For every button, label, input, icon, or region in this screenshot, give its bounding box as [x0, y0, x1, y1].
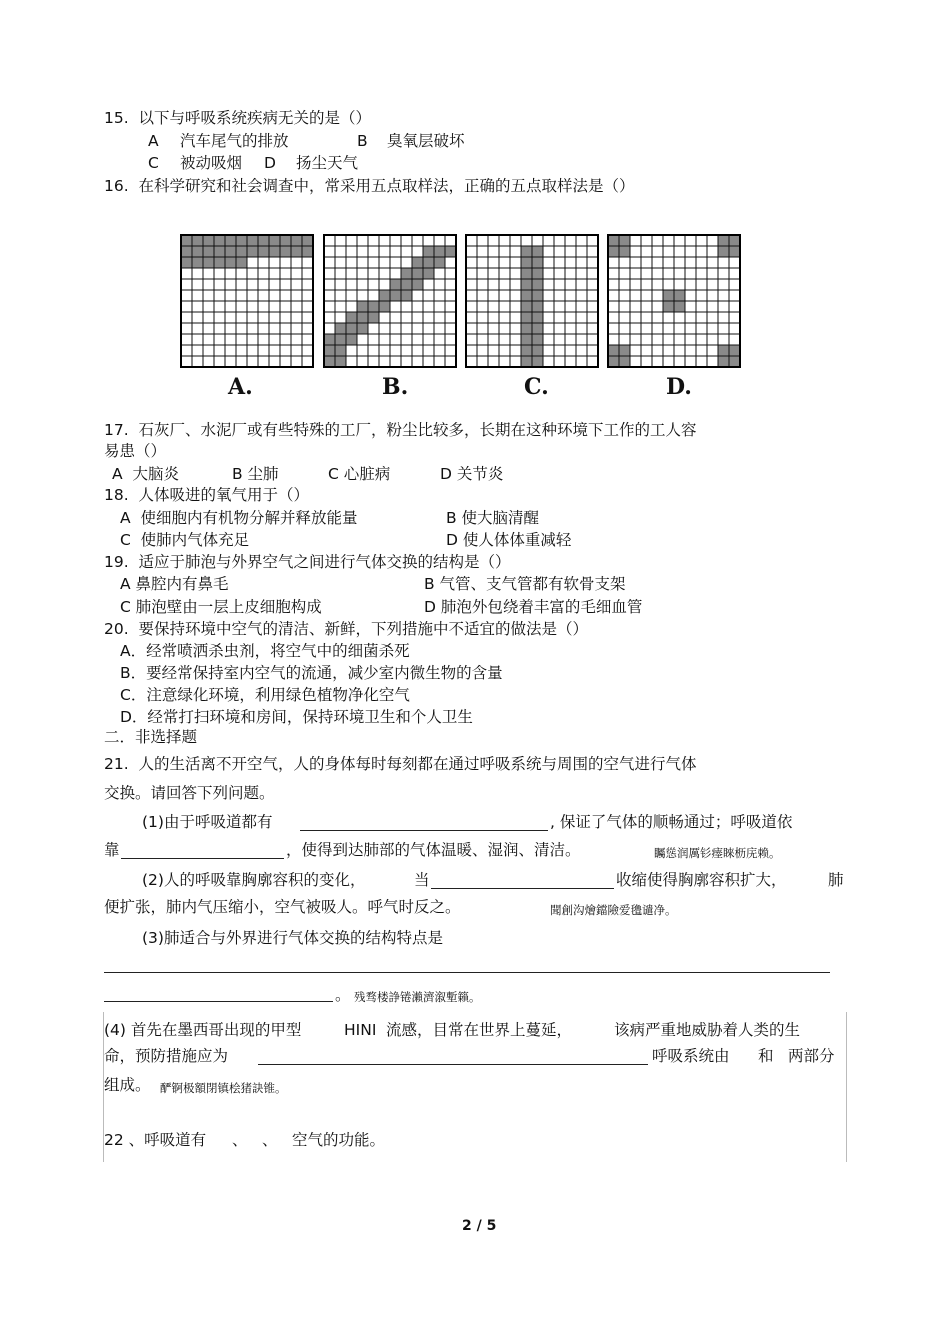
q21-part4-and: 和 [758, 1047, 774, 1065]
sampling-grid-figure [176, 232, 750, 404]
q21-part3-garble: 残骛楼諍锩瀨濟溆塹籟。 [354, 990, 481, 1004]
q21-part1-blank1[interactable] [300, 830, 548, 831]
q21-part4-text1: (4) 首先在墨西哥出现的甲型 [104, 1021, 302, 1039]
q16-stem: 16. 在科学研究和社会调查中，常采用五点取样法，正确的五点取样法是（） [104, 177, 635, 195]
q20-option-a: A．经常喷洒杀虫剂，将空气中的细菌杀死 [120, 642, 410, 660]
q17-option-a: A 大脑炎 [112, 465, 179, 483]
q21-part4-text2: 流感，目常在世界上蔓延， [386, 1021, 573, 1039]
grid-label-a: A. [228, 374, 253, 400]
q21-part1-text: (1)由于呼吸道都有 [142, 813, 273, 831]
q18-option-a: A 使细胞内有机物分解并释放能量 [120, 509, 358, 527]
q15-option-a-text: 汽车尾气的排放 [180, 132, 289, 150]
q19-option-d: D 肺泡外包绕着丰富的毛细血管 [424, 598, 643, 616]
q17-stem-line2: 易患（） [104, 442, 167, 460]
q15-option-b-letter: B [357, 132, 368, 150]
q21-part2-text: (2)人的呼吸靠胸廓容积的变化， [142, 871, 366, 889]
q18-option-b: B 使大脑清醒 [446, 509, 540, 527]
q19-stem: 19. 适应于肺泡与外界空气之间进行气体交换的结构是（） [104, 553, 511, 571]
q18-option-c: C 使肺内气体充足 [120, 531, 250, 549]
sampling-grid-a [181, 235, 313, 367]
q21-part3-blank-line2[interactable] [104, 1001, 333, 1002]
q21-part1-blank2[interactable] [121, 858, 284, 859]
q21-part4-text7: 组成。 [104, 1076, 151, 1094]
q21-part3-period: 。 [335, 986, 351, 1004]
q21-part4-virus: HINI [344, 1021, 377, 1039]
q20-option-b: B．要经常保持室内空气的流通，减少室内微生物的含量 [120, 664, 503, 682]
q19-option-a: A 鼻腔内有鼻毛 [120, 575, 229, 593]
q22-text2: 空气的功能。 [292, 1131, 386, 1149]
q21-part4-text6: 两部分 [788, 1047, 835, 1065]
q15-option-c-text: 被动吸烟 [180, 154, 243, 172]
q21-stem-line1: 21. 人的生活离不开空气，人的身体每时每刻都在通过呼吸系统与周围的空气进行气体 [104, 755, 697, 773]
q17-option-d: D 关节炎 [440, 465, 504, 483]
q19-option-c: C 肺泡壁由一层上皮细胞构成 [120, 598, 322, 616]
q22-sep1: 、 [232, 1131, 248, 1149]
q21-part1-text2: , 保证了气体的顺畅通过；呼吸道依 [550, 813, 793, 831]
q20-option-c: C．注意绿化环境，利用绿色植物净化空气 [120, 686, 410, 704]
sampling-grid-b [324, 235, 456, 367]
q21-part4-text4: 命，预防措施应为 [104, 1047, 229, 1065]
q19-option-b: B 气管、支气管都有软骨支架 [424, 575, 626, 593]
q15-option-a-letter: A [148, 132, 159, 150]
sampling-grid-c [466, 235, 598, 367]
box-right-edge [846, 1012, 847, 1162]
q15-option-d-letter: D [264, 154, 276, 172]
page-number: 2 / 5 [462, 1218, 497, 1234]
q20-stem: 20. 要保持环境中空气的清洁、新鲜，下列措施中不适宜的做法是（） [104, 620, 589, 638]
q21-part2-text3: 便扩张，肺内气压缩小，空气被吸人。呼气时反之。 [104, 898, 461, 916]
grid-label-c: C. [524, 374, 549, 400]
q21-stem-line2: 交换。请回答下列问题。 [104, 784, 275, 802]
q18-option-d: D 使人体体重减轻 [446, 531, 572, 549]
q21-part4-text5: 呼吸系统由 [652, 1047, 730, 1065]
q21-part2-text2: 收缩使得胸廓容积扩大， [616, 871, 787, 889]
grid-label-b: B. [382, 374, 409, 400]
q21-part2-blank[interactable] [431, 888, 614, 889]
q15-option-b-text: 臭氧层破坏 [387, 132, 465, 150]
q17-option-b: B 尘肺 [232, 465, 279, 483]
q21-part3-text: (3)肺适合与外界进行气体交换的结构特点是 [142, 929, 443, 947]
q21-part2-when: 当 [414, 871, 430, 889]
q15-stem: 15. 以下与呼吸系统疾病无关的是（） [104, 109, 372, 127]
q18-stem: 18. 人体吸进的氧气用于（） [104, 486, 310, 504]
q15-option-d-text: 扬尘天气 [296, 154, 359, 172]
q17-stem-line1: 17. 石灰厂、水泥厂或有些特殊的工厂，粉尘比较多，长期在这种环境下工作的工人容 [104, 421, 697, 439]
q15-option-c-letter: C [148, 154, 159, 172]
q21-part1-text3: 靠 [104, 841, 120, 859]
q21-part4-blank[interactable] [258, 1064, 648, 1065]
q21-part2-garble: 聞創沟燴鐺險爱氇谴净。 [550, 903, 677, 917]
sampling-grids [176, 232, 750, 404]
q21-part4-garble: 酽锕极額閉镇桧猪訣锥。 [160, 1081, 287, 1095]
sampling-grid-d [608, 235, 740, 367]
q21-part3-blank-line1[interactable] [104, 972, 830, 973]
q22-text1: 22 、呼吸道有 [104, 1131, 207, 1149]
q17-option-c: C 心脏病 [328, 465, 391, 483]
grid-label-d: D. [666, 374, 692, 400]
q20-option-d: D．经常打扫环境和房间，保持环境卫生和个人卫生 [120, 708, 473, 726]
q21-part1-text4: ，使得到达肺部的气体温暖、湿润、清洁。 [286, 841, 581, 859]
q21-part1-garble: 矚慫润厲钐瘗睞枥庑赖。 [654, 846, 781, 860]
section-heading: 二．非选择题 [104, 728, 198, 746]
q21-part2-lung: 肺 [828, 871, 844, 889]
q22-sep2: 、 [262, 1131, 278, 1149]
q21-part4-text3: 该病严重地威胁着人类的生 [614, 1021, 801, 1039]
